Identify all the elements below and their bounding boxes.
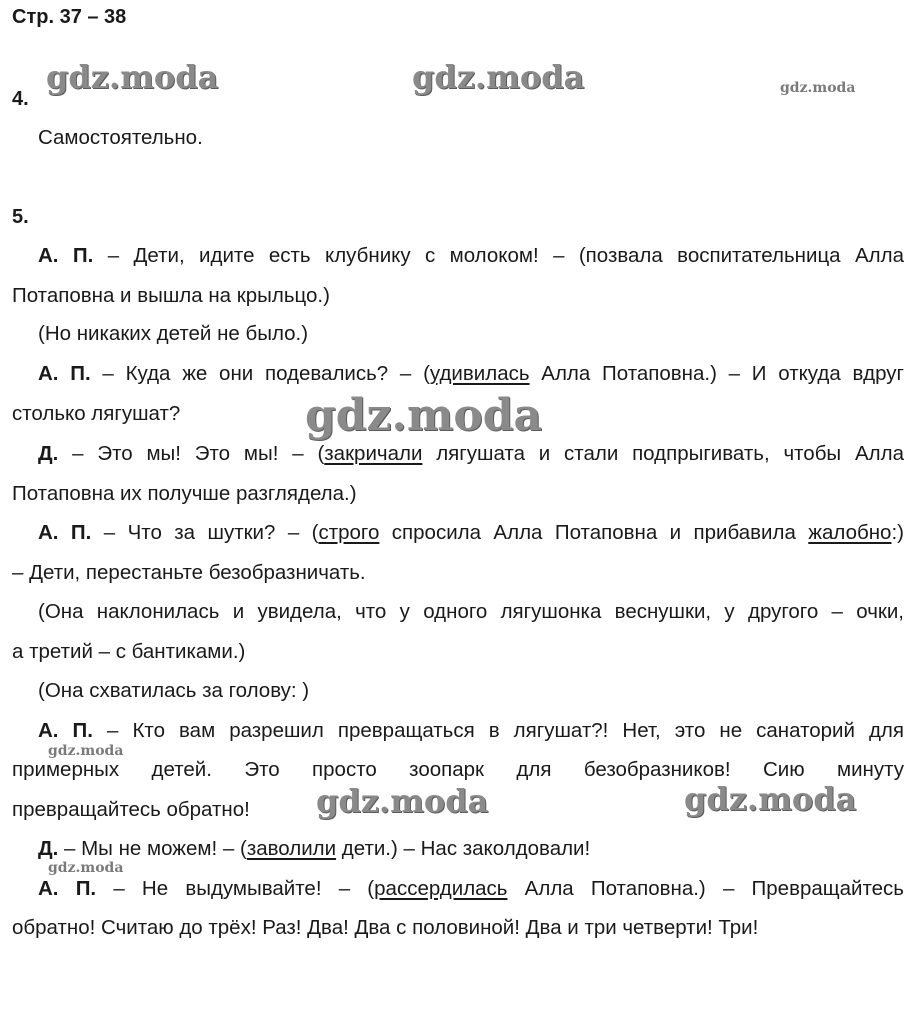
dialogue-line — [12, 758, 904, 782]
line-text: (Она схватилась за голову: ) — [38, 679, 310, 702]
dialogue-line — [38, 837, 590, 861]
watermark: gdz.moda — [780, 80, 856, 96]
dialogue-line — [12, 877, 904, 901]
dialogue-line — [12, 719, 904, 743]
speaker-label: Д. — [38, 837, 59, 860]
speaker-label: А. П. — [38, 244, 94, 267]
dialogue-line — [12, 916, 758, 940]
speaker-label: А. П. — [38, 719, 93, 742]
line-text: – Куда же они подевались? – ( — [90, 362, 430, 385]
speaker-label: А. П. — [38, 521, 92, 544]
speaker-label: А. П. — [38, 877, 97, 900]
dialogue-line — [12, 521, 904, 545]
line-text: лягушата и стали подпрыгивать, чтобы Алла — [422, 442, 904, 465]
underlined-verb: заволили — [246, 837, 337, 860]
underlined-verb: закричали — [324, 442, 423, 465]
watermark: gdz.moda — [412, 58, 585, 96]
dialogue-line — [12, 402, 180, 426]
watermark: gdz.moda — [46, 58, 219, 96]
underlined-verb: жалобно — [808, 521, 892, 544]
line-text: столько лягушат? — [12, 402, 181, 425]
dialogue-line — [12, 442, 904, 466]
line-text: спросила Алла Потаповна и прибавила — [379, 521, 809, 544]
underlined-verb: рассердилась — [374, 877, 508, 900]
speaker-label: Д. — [38, 442, 59, 465]
dialogue-line — [38, 322, 308, 346]
line-text: (Но никаких детей не было.) — [38, 322, 309, 345]
dialogue-line — [12, 244, 904, 268]
line-text: превращайтесь обратно! — [12, 798, 250, 821]
line-text: – Что за шутки? – ( — [91, 521, 319, 544]
dialogue-line — [12, 284, 330, 308]
watermark: gdz.moda — [48, 860, 124, 876]
task-number: 5. — [12, 206, 29, 228]
line-text: – Это мы! Это мы! – ( — [58, 442, 325, 465]
task-answer: Самостоятельно. — [38, 126, 203, 149]
line-text: Алла Потаповна.) – И откуда вдруг — [529, 362, 904, 385]
page-title: Стр. 37 – 38 — [12, 6, 127, 28]
line-text: – Дети, перестаньте безобразничать. — [12, 561, 366, 584]
dialogue-line — [12, 600, 904, 624]
line-text: (Она наклонилась и увидела, что у одного лягушонка веснушки, у другого – очки, — [38, 600, 904, 623]
line-text: – Кто вам разрешил превращаться в лягушат?! Нет, это не санаторий для — [92, 719, 904, 742]
dialogue-line — [12, 561, 366, 585]
line-text: примерных детей. Это просто зоопарк для безобразников! Сию минуту — [12, 758, 904, 781]
underlined-verb: удивилась — [429, 362, 530, 385]
line-text: а третий – с бантиками.) — [12, 640, 246, 663]
line-text: – Дети, идите есть клубнику с молоком! – (позвала воспитательница Алла — [93, 244, 904, 267]
underlined-verb: строго — [318, 521, 380, 544]
watermark: gdz.moda — [48, 743, 124, 759]
line-text: :) — [891, 521, 904, 544]
line-text: обратно! Считаю до трёх! Раз! Два! Два с половиной! Два и три четверти! Три! — [12, 916, 759, 939]
line-text: дети.) – Нас заколдовали! — [336, 837, 591, 860]
dialogue-line — [12, 640, 245, 664]
dialogue-line — [12, 798, 250, 822]
line-text: Потаповна их получше разглядела.) — [12, 482, 357, 505]
watermark: gdz.moda — [305, 390, 543, 441]
line-text: Потаповна и вышла на крыльцо.) — [12, 284, 330, 307]
dialogue-line — [38, 679, 309, 703]
line-text: – Мы не можем! – ( — [58, 837, 247, 860]
watermark: gdz.moda — [316, 782, 489, 820]
dialogue-line — [12, 362, 904, 386]
line-text: – Не выдумывайте! – ( — [96, 877, 375, 900]
speaker-label: А. П. — [38, 362, 91, 385]
task-number: 4. — [12, 88, 29, 110]
watermark: gdz.moda — [684, 780, 857, 818]
line-text: Алла Потаповна.) – Превращайтесь — [507, 877, 904, 900]
dialogue-line — [12, 482, 357, 506]
